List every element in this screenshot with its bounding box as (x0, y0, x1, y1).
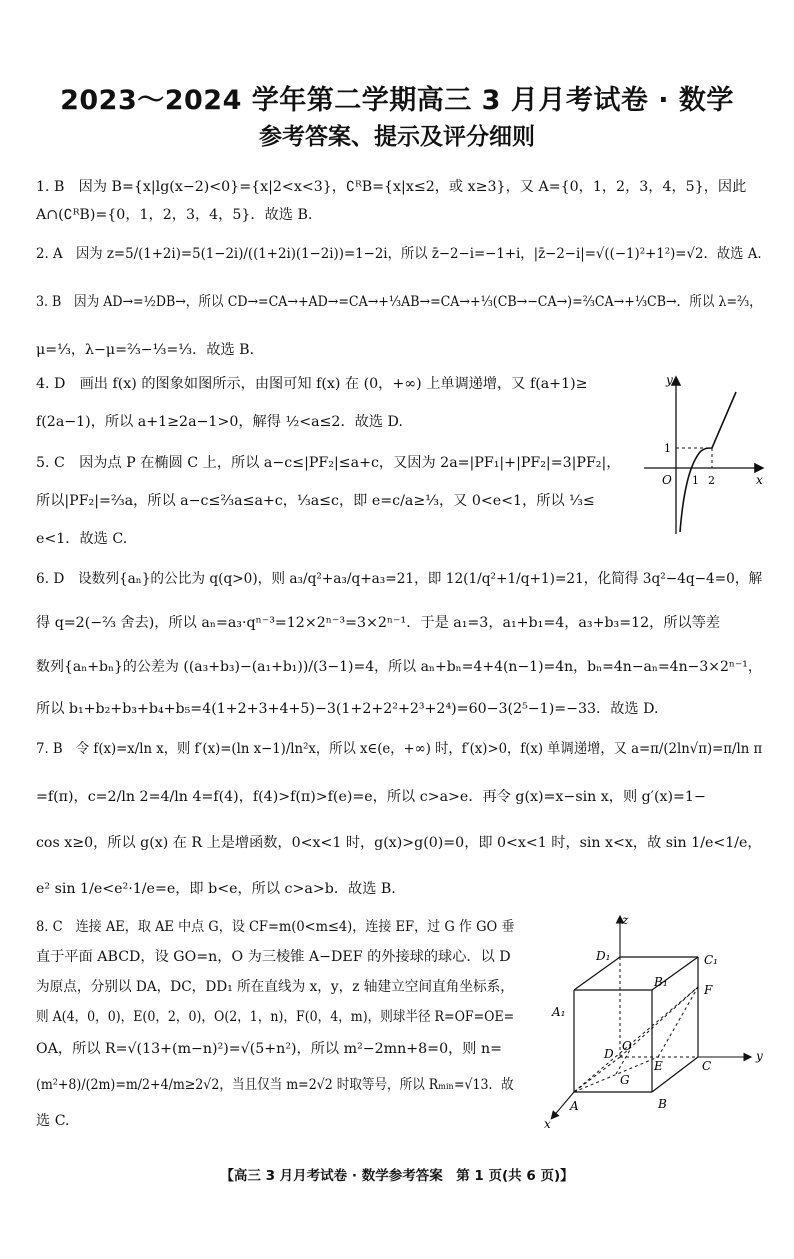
fig8-label: C₁ (704, 953, 718, 967)
answer-line: 得 q=2(−⅔ 舍去)，所以 aₙ=a₃·qⁿ⁻³=12×2ⁿ⁻³=3×2ⁿ⁻¹．于是 a₁=3，a₁+b₁=4，a₃+b₃=12，所以等差 (36, 615, 721, 631)
fig8-label: y (756, 1049, 763, 1063)
fig8-label: z (622, 913, 629, 927)
answer-line: 5. C 因为点 P 在椭圆 C 上，所以 a−c≤|PF₂|≤a+c，又因为 2a=|PF₁|+|PF₂|=3|PF₂|， (36, 455, 621, 471)
answer-line: OA，所以 R=√(13+(m−n)²)=√(5+n²)，所以 m²−2mn+8=0，则 n= (36, 1041, 502, 1057)
fig4-label: O (662, 473, 672, 487)
fig8-label: B₁ (654, 975, 668, 989)
answer-line: 数列{aₙ+bₙ}的公差为 ((a₃+b₃)−(a₁+b₁))/(3−1)=4，所以 aₙ+bₙ=4+4(n−1)=4n，bₙ=4n−aₙ=4n−3×2ⁿ⁻¹， (36, 659, 762, 675)
fig8-label: A₁ (552, 1005, 566, 1019)
fig8-label: D₁ (596, 949, 611, 963)
answer-line: e<1．故选 C. (36, 531, 128, 547)
fig8-label: B (658, 1097, 667, 1111)
page-footer: 【高三 3 月月考试卷 · 数学参考答案 第 1 页(共 6 页)】 (220, 1168, 574, 1184)
fig4-label: 1 (692, 474, 699, 487)
fig8-label: D (604, 1047, 614, 1061)
fig8-label: C (702, 1059, 712, 1073)
answer-line: 所以|PF₂|=⅔a，所以 a−c≤⅔a≤a+c，⅓a≤c，即 e=c/a≥⅓，又 0<e<1，所以 ⅓≤ (36, 493, 595, 509)
cube-figure (530, 912, 780, 1132)
answer-line: 4. D 画出 f(x) 的图象如图所示，由图可知 f(x) 在 (0，+∞) 上单调递增，又 f(a+1)≥ (36, 376, 588, 392)
answer-line: μ=⅓，λ−μ=⅔−⅓=⅓．故选 B. (36, 342, 255, 358)
answer-line: 为原点，分别以 DA，DC，DD₁ 所在直线为 x，y，z 轴建立空间直角坐标系， (36, 979, 514, 995)
fig8-label: x (544, 1117, 551, 1131)
page-title: 2023～2024 学年第二学期高三 3 月月考试卷 · 数学 (60, 85, 734, 116)
fig4-label: 1 (664, 442, 671, 455)
function-graph-figure (640, 372, 770, 537)
page-subtitle: 参考答案、提示及评分细则 (259, 124, 535, 150)
answer-line: 则 A(4，0，0)，E(0，2，0)，O(2，1，n)，F(0，4，m)，则球半径 R=OF=OE= (36, 1009, 515, 1025)
answer-line: =f(π)，c=2/ln 2=4/ln 4=f(4)，f(4)>f(π)>f(e)=e，所以 c>a>e．再令 g(x)=x−sin x，则 g′(x)=1− (36, 789, 706, 805)
answer-line: 6. D 设数列{aₙ}的公比为 q(q>0)，则 a₃/q²+a₃/q+a₃=21，即 12(1/q²+1/q+1)=21，化简得 3q²−4q−4=0，解 (36, 571, 763, 587)
fig8-label: A (570, 1099, 579, 1113)
fig4-label: 2 (708, 474, 715, 487)
answer-line: cos x≥0，所以 g(x) 在 R 上是增函数，0<x<1 时，g(x)>g(0)=0，即 0<x<1 时，sin x<x，故 sin 1/e<1/e， (36, 835, 762, 851)
fig8-label: E (654, 1059, 663, 1073)
answer-line: 所以 b₁+b₂+b₃+b₄+b₅=4(1+2+3+4+5)−3(1+2+2²+2³+2⁴)=60−3(2⁵−1)=−33．故选 D. (36, 701, 659, 717)
answer-line: 1. B 因为 B={x|lg(x−2)<0}={x|2<x<3}，∁ᴿB={x|x≤2，或 x≥3}，又 A={0，1，2，3，4，5}，因此 (36, 179, 747, 195)
fig8-label: F (704, 983, 713, 997)
answer-line: 2. A 因为 z=5/(1+2i)=5(1−2i)/((1+2i)(1−2i))=1−2i，所以 z̄−2−i=−1+i，|z̄−2−i|=√((−1)²+1²)=√2．故选 A. (36, 246, 762, 262)
answer-line: e² sin 1/e<e²·1/e=e，即 b<e，所以 c>a>b．故选 B. (36, 881, 396, 897)
answer-line: 直于平面 ABCD，设 GO=n，O 为三棱锥 A−DEF 的外接球的球心．以 D (36, 949, 511, 965)
answer-line: 选 C. (36, 1113, 70, 1129)
answer-line: A∩(∁ᴿB)={0，1，2，3，4，5}．故选 B. (36, 207, 313, 223)
answer-line: (m²+8)/(2m)=m/2+4/m≥2√2，当且仅当 m=2√2 时取等号，所以 Rₘᵢₙ=√13．故 (36, 1077, 514, 1093)
fig8-label: O (622, 1039, 632, 1053)
answer-line: f(2a−1)，所以 a+1≥2a−1>0，解得 ½<a≤2．故选 D. (36, 414, 403, 430)
fig4-label: y (666, 373, 673, 387)
fig8-label: G (620, 1073, 630, 1087)
answer-line: 8. C 连接 AE，取 AE 中点 G，设 CF=m(0<m≤4)，连接 EF，过 G 作 GO 垂 (36, 919, 515, 935)
answer-line: 7. B 令 f(x)=x/ln x，则 f′(x)=(ln x−1)/ln²x，所以 x∈(e，+∞) 时，f′(x)>0，f(x) 单调递增，又 a=π/(2ln√π)=π/ln π (36, 741, 763, 757)
answer-line: 3. B 因为 AD→=½DB→，所以 CD→=CA→+AD→=CA→+⅓AB→=CA→+⅓(CB→−CA→)=⅔CA→+⅓CB→．所以 λ=⅔， (36, 294, 762, 310)
fig4-label: x (756, 473, 763, 487)
function-curve (680, 392, 736, 532)
